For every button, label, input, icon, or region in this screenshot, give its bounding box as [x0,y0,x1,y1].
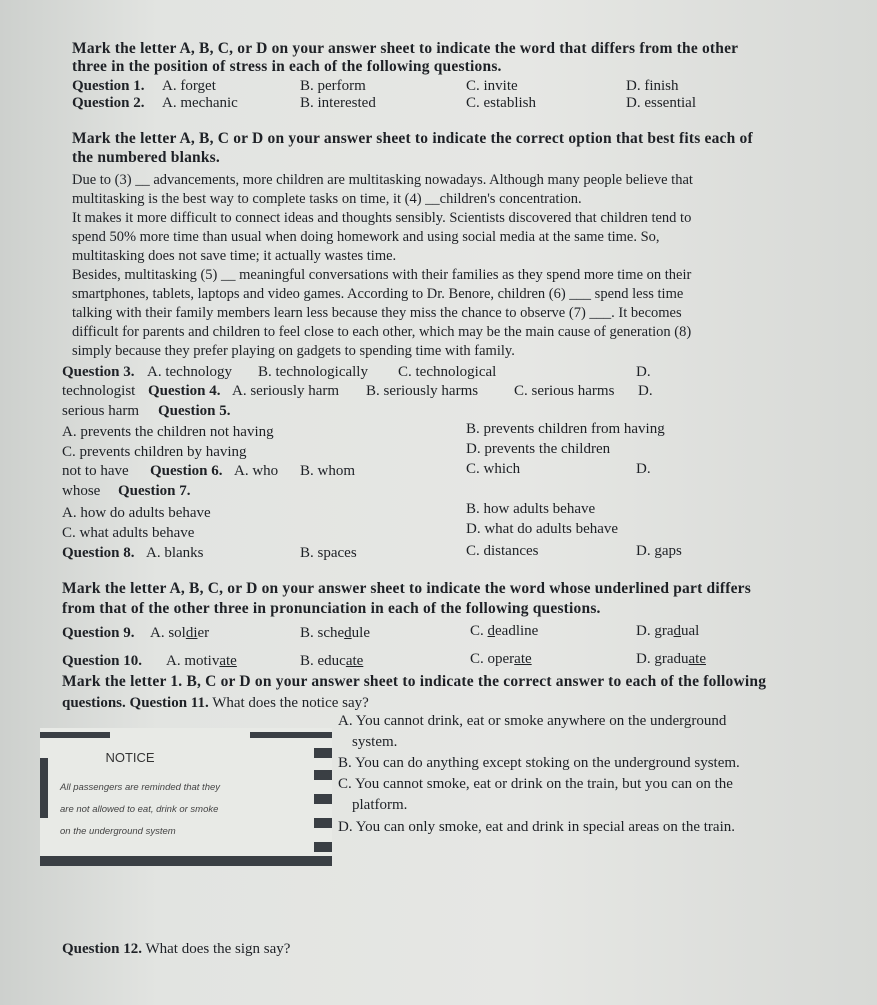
question-1-option-a[interactable]: A. forget [162,78,216,94]
instruction-stress-line1: Mark the letter A, B, C, or D on your answer sheet to indicate the word that differs from the other [72,40,739,57]
question-11-option-d[interactable]: D. You can only smoke, eat and drink in special areas on the train. [338,819,735,835]
question-11-option-a-continued: system. [352,734,398,750]
question-10-option-c[interactable]: C. operate [470,651,532,667]
question-12: Question 12. What does the sign say? [62,941,291,957]
question-2-option-a[interactable]: A. mechanic [162,95,238,111]
question-7-label: Question 7. [118,483,191,499]
passage-line: It makes it more difficult to connect ideas and thoughts sensibly. Scientists discovered that children tend to [72,210,692,226]
question-3-option-a[interactable]: A. technology [147,364,232,380]
instruction-reading-line2: questions. Question 11. What does the notice say? [62,695,369,711]
passage-line: spend 50% more time than usual when doing homework and using social media at the same time. So, [72,229,660,245]
question-9-option-a[interactable]: A. soldier [150,625,210,641]
question-1-option-d[interactable]: D. finish [626,78,679,94]
question-5-option-c[interactable]: C. prevents children by having [62,444,247,460]
instruction-pronunciation-line2: from that of the other three in pronunciation in each of the following questions. [62,600,601,617]
question-4-option-d[interactable]: D. [638,383,653,399]
question-2-option-d[interactable]: D. essential [626,95,696,111]
question-11-option-c[interactable]: C. You cannot smoke, eat or drink on the train, but you can on the [338,776,733,792]
question-8-label: Question 8. [62,545,135,561]
notice-text-line: All passengers are reminded that they [60,782,221,793]
question-2-label: Question 2. [72,95,145,111]
question-4-option-c[interactable]: C. serious harms [514,383,615,399]
question-9-option-d[interactable]: D. gradual [636,623,700,639]
question-7-option-c[interactable]: C. what adults behave [62,525,195,541]
instruction-cloze-line1: Mark the letter A, B, C or D on your answer sheet to indicate the correct option that best fits each of [72,130,753,147]
question-3-option-b[interactable]: B. technologically [258,364,368,380]
question-8-option-d[interactable]: D. gaps [636,543,682,559]
question-1-option-b[interactable]: B. perform [300,78,366,94]
question-2-option-c[interactable]: C. establish [466,95,536,111]
question-4-option-a[interactable]: A. seriously harm [232,383,340,399]
instruction-stress-line2: three in the position of stress in each of the following questions. [72,58,502,75]
question-10-option-a[interactable]: A. motivate [166,653,237,669]
passage-line: Besides, multitasking (5) __ meaningful conversations with their families as they spend more time on their [72,267,692,283]
question-11-option-a[interactable]: A. You cannot drink, eat or smoke anywhere on the underground [338,713,727,729]
passage-line: multitasking is the best way to complete tasks on time, it (4) __children's concentration. [72,191,582,207]
question-7-option-d[interactable]: D. what do adults behave [466,521,619,537]
question-4-option-b[interactable]: B. seriously harms [366,383,479,399]
question-3-option-c[interactable]: C. technological [398,364,497,380]
question-8-option-b[interactable]: B. spaces [300,545,357,561]
question-5-option-d-text: not to have [62,463,129,479]
question-10-option-d[interactable]: D. graduate [636,651,706,667]
question-6-option-d-text: whose [62,483,101,499]
question-11-option-b[interactable]: B. You can do anything except stoking on the underground system. [338,755,740,771]
question-6-option-a[interactable]: A. who [234,463,279,479]
question-9-option-b[interactable]: B. schedule [300,625,370,641]
question-3-label: Question 3. [62,364,135,380]
question-4-option-d-text: serious harm [62,403,140,419]
passage-line: difficult for parents and children to feel close to each other, which may be the main cause of generation (8) [72,324,692,340]
instruction-pronunciation-line1: Mark the letter A, B, C, or D on your answer sheet to indicate the word whose underlined part differs [62,580,751,597]
instruction-reading-line1: Mark the letter 1. B, C or D on your answer sheet to indicate the correct answer to each of the following [62,673,767,690]
passage-line: talking with their family members learn less because they miss the chance to observe (7) ___. It becomes [72,305,682,321]
question-6-label: Question 6. [150,463,223,479]
question-5-label: Question 5. [158,403,231,419]
question-2-option-b[interactable]: B. interested [300,95,376,111]
question-7-option-b[interactable]: B. how adults behave [466,501,596,517]
question-9-label: Question 9. [62,625,135,641]
question-10-option-b[interactable]: B. educate [300,653,364,669]
question-7-option-a[interactable]: A. how do adults behave [62,505,211,521]
question-9-option-c[interactable]: C. deadline [470,623,539,639]
question-8-option-a[interactable]: A. blanks [146,545,204,561]
question-6-option-d[interactable]: D. [636,461,651,477]
question-6-option-b[interactable]: B. whom [300,463,356,479]
notice-sign-image [40,728,332,866]
question-4-label: Question 4. [148,383,221,399]
notice-text-line: on the underground system [60,826,176,837]
question-11-option-c-continued: platform. [352,797,408,813]
question-3-option-d[interactable]: D. [636,364,651,380]
question-5-option-a[interactable]: A. prevents the children not having [62,424,274,440]
passage-line: multitasking does not save time; it actually wastes time. [72,248,397,264]
question-10-label: Question 10. [62,653,143,669]
passage-line: simply because they prefer playing on gadgets to spending time with family. [72,343,515,359]
question-5-option-b[interactable]: B. prevents children from having [466,421,665,437]
notice-title: NOTICE [105,750,155,765]
instruction-cloze-line2: the numbered blanks. [72,149,220,166]
passage-line: Due to (3) __ advancements, more children are multitasking nowadays. Although many people believe that [72,172,693,188]
question-6-option-c[interactable]: C. which [466,461,521,477]
question-1-option-c[interactable]: C. invite [466,78,518,94]
question-5-option-d[interactable]: D. prevents the children [466,441,611,457]
passage-line: smartphones, tablets, laptops and video games. According to Dr. Benore, children (6) ___ spend less time [72,286,684,302]
question-3-option-d-text: technologist [62,383,136,399]
question-8-option-c[interactable]: C. distances [466,543,539,559]
notice-text-line: are not allowed to eat, drink or smoke [60,804,219,815]
question-1-label: Question 1. [72,78,145,94]
